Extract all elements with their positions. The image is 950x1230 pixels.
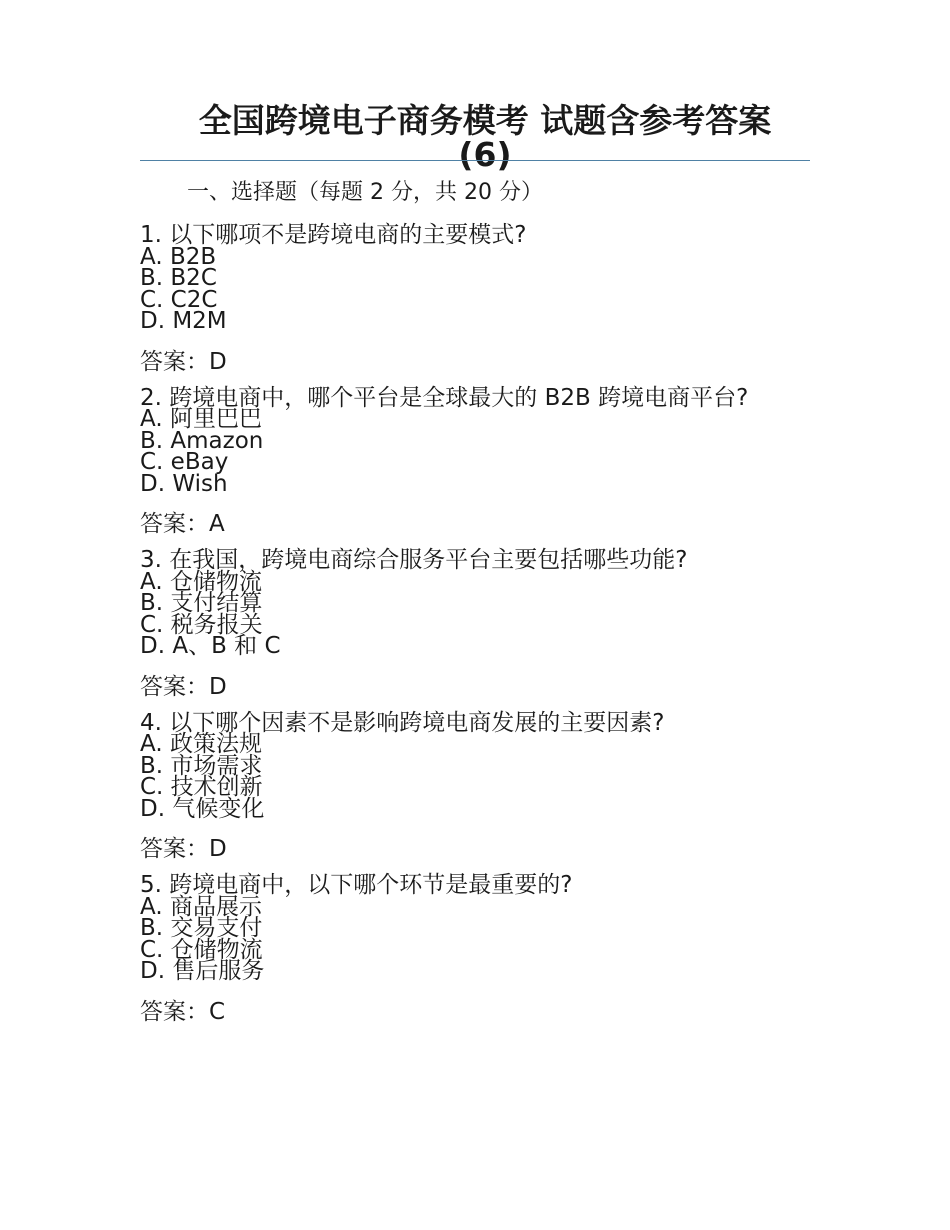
answer: 答案：D bbox=[140, 348, 227, 375]
option-b: B. B2C bbox=[140, 265, 217, 291]
option-a: A. 政策法规 bbox=[140, 731, 262, 757]
question-5 bbox=[140, 872, 820, 1027]
option-b: B. 支付结算 bbox=[140, 590, 263, 616]
question-1 bbox=[140, 222, 820, 377]
question-stem: 5. 跨境电商中，以下哪个环节是最重要的? bbox=[140, 872, 573, 898]
answer: 答案：A bbox=[140, 511, 225, 537]
option-d: D. 气候变化 bbox=[140, 795, 265, 822]
title-line-2: (6) bbox=[458, 135, 512, 174]
question-2 bbox=[140, 384, 820, 540]
option-b: B. 市场需求 bbox=[140, 752, 263, 779]
question-stem: 2. 跨境电商中，哪个平台是全球最大的 B2B 跨境电商平台? bbox=[140, 384, 749, 411]
question-4 bbox=[140, 709, 820, 865]
option-a: A. B2B bbox=[140, 243, 217, 270]
title-divider bbox=[140, 160, 810, 161]
option-c: C. C2C bbox=[140, 286, 218, 313]
document-title bbox=[140, 101, 810, 174]
option-c: C. eBay bbox=[140, 449, 229, 475]
option-b: B. Amazon bbox=[140, 427, 264, 454]
option-d: D. A、B 和 C bbox=[140, 633, 281, 659]
option-d: D. M2M bbox=[140, 308, 227, 334]
question-stem: 4. 以下哪个因素不是影响跨境电商发展的主要因素? bbox=[140, 709, 665, 736]
question-stem: 3. 在我国，跨境电商综合服务平台主要包括哪些功能? bbox=[140, 547, 688, 573]
option-a: A. 仓储物流 bbox=[140, 568, 262, 595]
question-list bbox=[140, 222, 820, 1038]
answer: 答案：D bbox=[140, 836, 227, 862]
question-3 bbox=[140, 547, 820, 702]
option-b: B. 交易支付 bbox=[140, 915, 263, 941]
section-heading: 一、选择题（每题 2 分，共 20 分） bbox=[187, 180, 543, 205]
title-line-1: 全国跨境电子商务模考 试题含参考答案 bbox=[198, 101, 772, 140]
question-stem: 1. 以下哪项不是跨境电商的主要模式? bbox=[140, 222, 527, 248]
answer: 答案：C bbox=[140, 998, 226, 1025]
option-a: A. 阿里巴巴 bbox=[140, 406, 262, 432]
option-c: C. 税务报关 bbox=[140, 611, 263, 638]
answer: 答案：D bbox=[140, 673, 227, 700]
option-c: C. 仓储物流 bbox=[140, 936, 263, 963]
option-d: D. Wish bbox=[140, 470, 228, 497]
option-c: C. 技术创新 bbox=[140, 774, 263, 800]
option-a: A. 商品展示 bbox=[140, 893, 262, 920]
option-d: D. 售后服务 bbox=[140, 958, 265, 984]
